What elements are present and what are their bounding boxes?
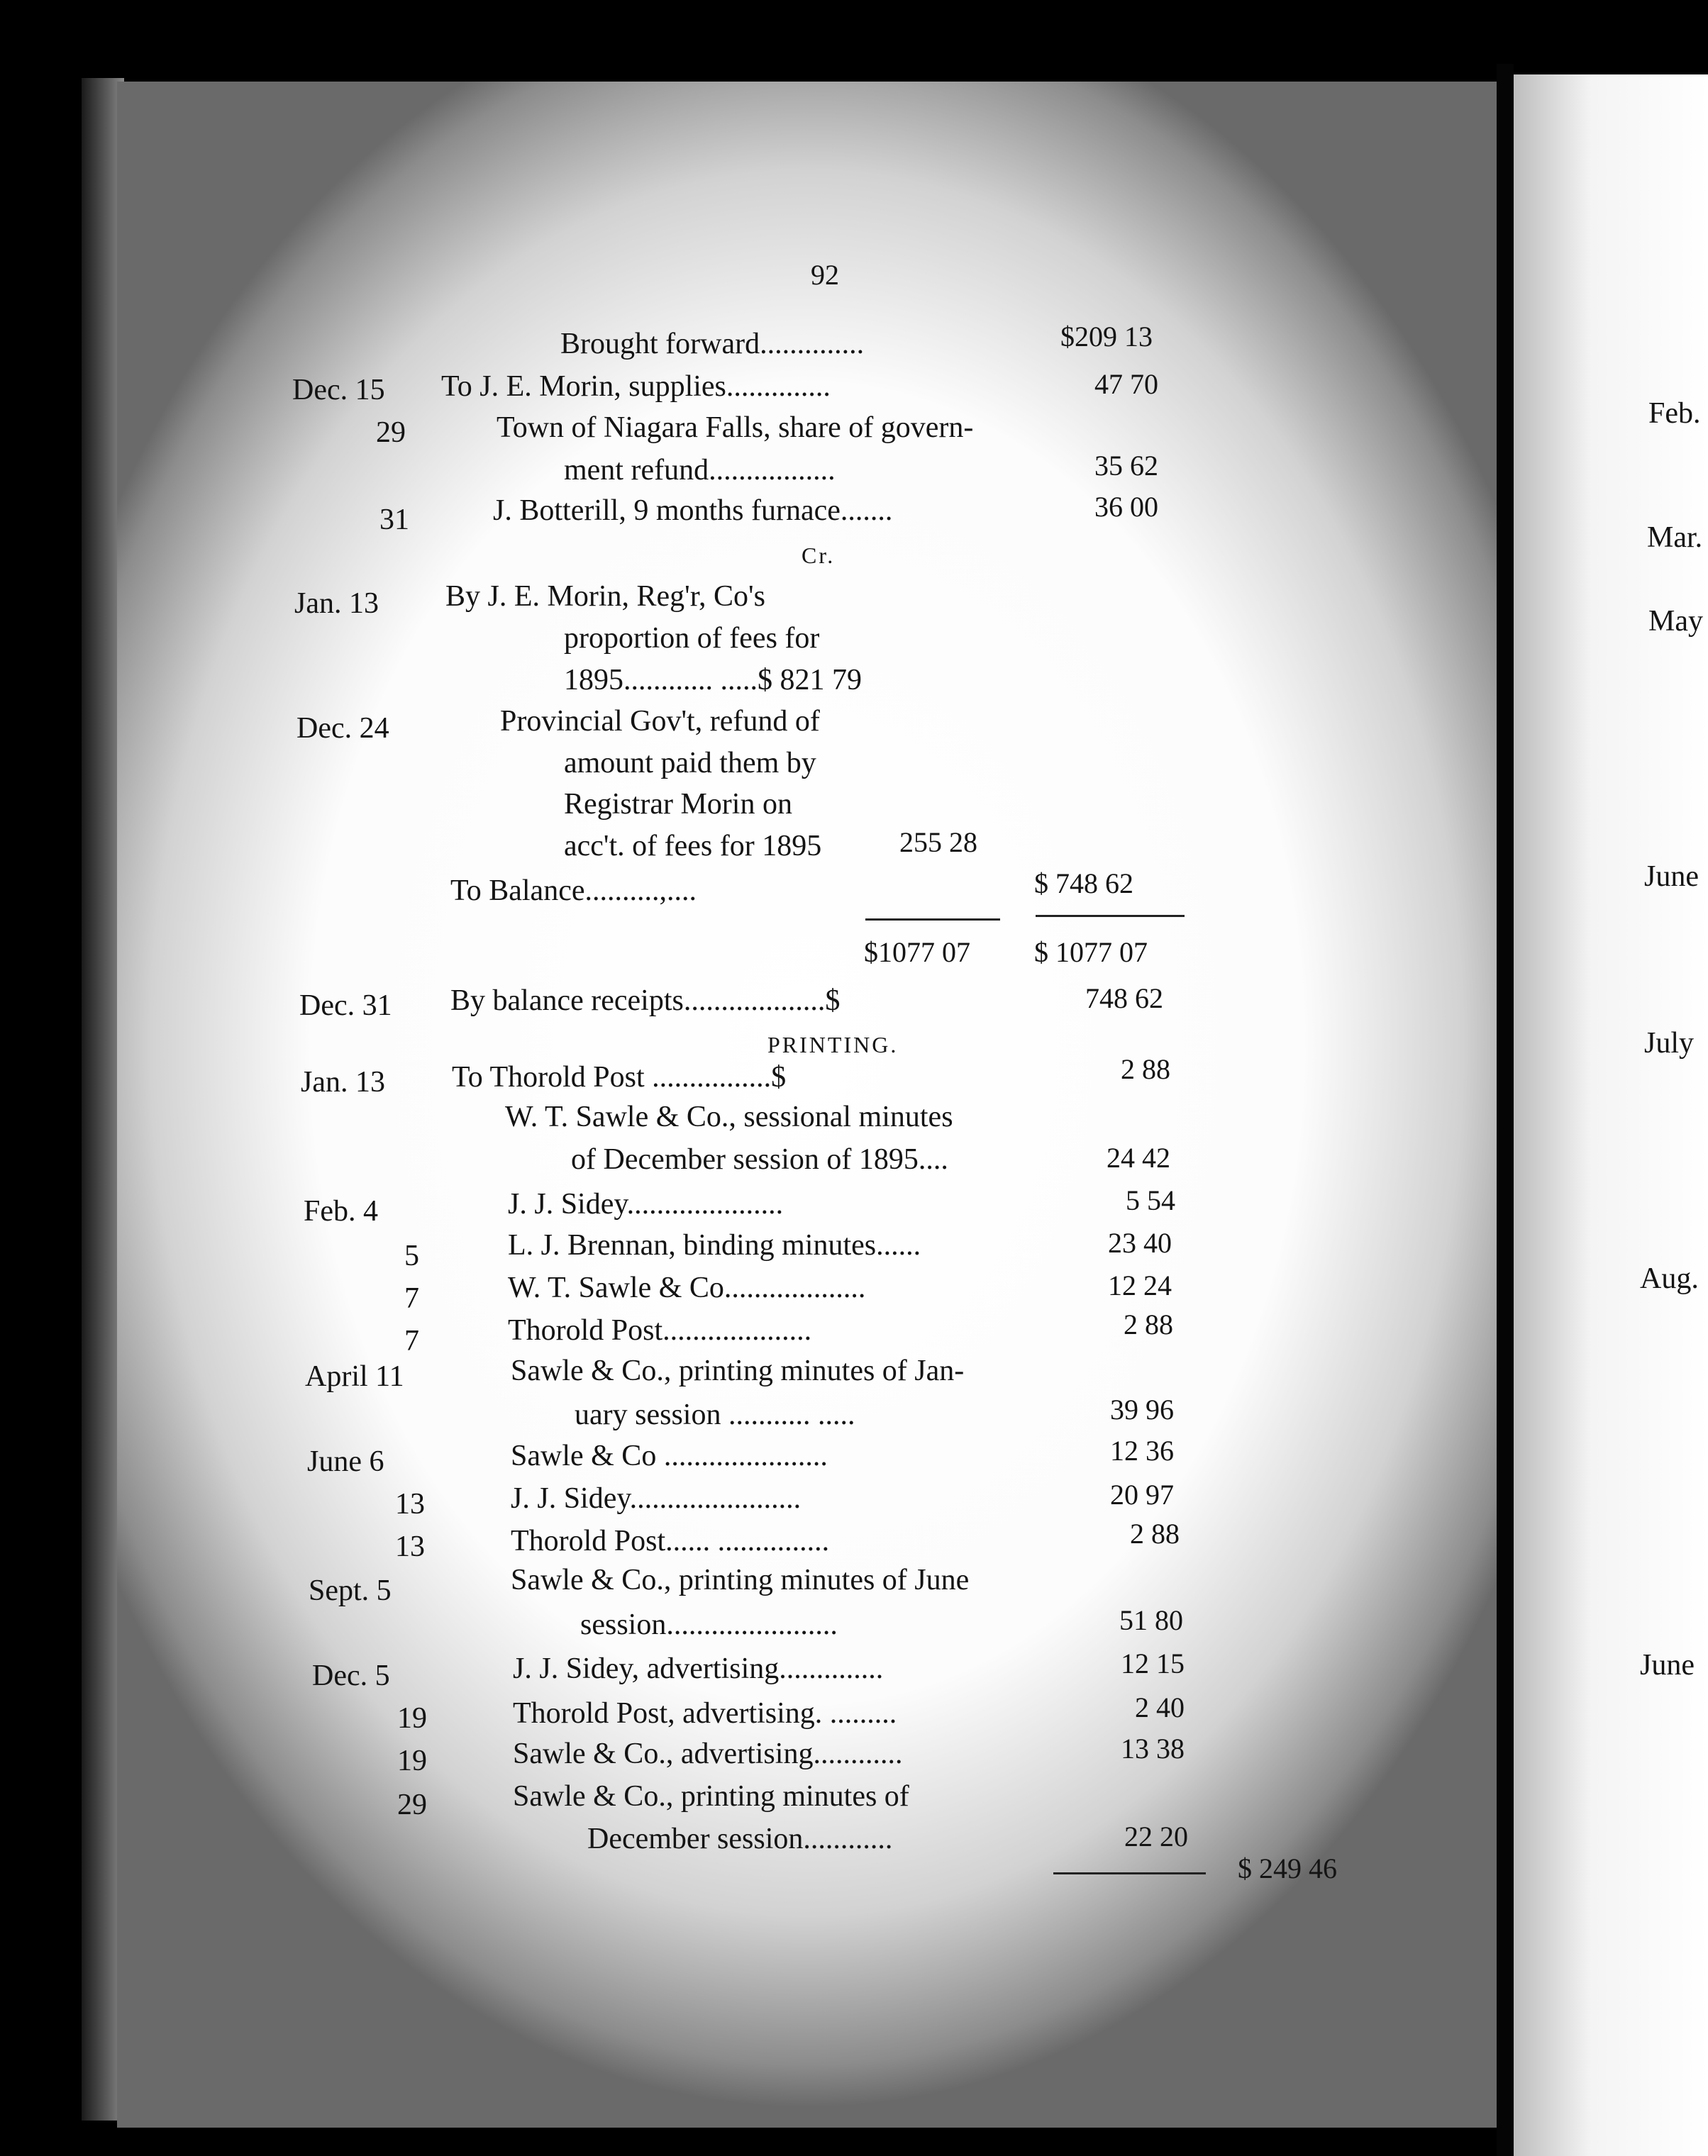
line-description: Town of Niagara Falls, share of govern- <box>497 411 974 444</box>
line-amount: 20 97 <box>1110 1479 1174 1511</box>
line-date: 5 <box>404 1240 419 1272</box>
line-description: session....................... <box>580 1608 838 1641</box>
line-date: Jan. 13 <box>301 1066 385 1099</box>
line-date: Sept. 5 <box>309 1574 392 1607</box>
line-description: of December session of 1895.... <box>571 1143 948 1176</box>
line-date: 7 <box>404 1325 419 1357</box>
line-date: 19 <box>397 1702 427 1735</box>
line-amount: 22 20 <box>1124 1821 1188 1852</box>
line-description: W. T. Sawle & Co., sessional minutes <box>505 1101 953 1133</box>
line-date: 13 <box>395 1488 425 1521</box>
rule <box>1053 1872 1206 1874</box>
line-date: 7 <box>404 1282 419 1315</box>
line-date: Dec. 24 <box>296 712 389 745</box>
line-date: June 6 <box>307 1445 384 1478</box>
line-amount: $ 748 62 <box>1034 867 1133 899</box>
line-description: Sawle & Co., printing minutes of Jan- <box>511 1355 965 1387</box>
line-description: acc't. of fees for 1895 <box>564 830 822 862</box>
line-date: 13 <box>395 1530 425 1563</box>
line-date: 19 <box>397 1745 427 1777</box>
line-description: By balance receipts...................$ <box>450 984 841 1017</box>
line-amount: 35 62 <box>1094 450 1158 482</box>
rule <box>865 918 1000 921</box>
line-date: Dec. 31 <box>299 989 392 1022</box>
line-amount: 2 40 <box>1135 1691 1185 1723</box>
line-description: ment refund................. <box>564 454 836 487</box>
section-heading-cr: Cr. <box>802 543 836 568</box>
line-description: By J. E. Morin, Reg'r, Co's <box>445 580 765 613</box>
line-description: To Balance..........,.... <box>450 874 697 907</box>
line-amount: 12 24 <box>1108 1269 1172 1301</box>
line-date: Dec. 15 <box>292 374 385 406</box>
line-description: 1895............ .....$ 821 79 <box>564 664 862 696</box>
line-description: Sawle & Co ...................... <box>511 1440 828 1472</box>
line-description: To Thorold Post ................$ <box>452 1061 787 1094</box>
line-description: Registrar Morin on <box>564 788 792 821</box>
line-amount: 39 96 <box>1110 1394 1174 1426</box>
line-amount: 12 15 <box>1121 1647 1185 1679</box>
total-left: $1077 07 <box>864 936 970 968</box>
rule <box>1036 915 1185 917</box>
line-amount: 12 36 <box>1110 1435 1174 1467</box>
line-amount: 23 40 <box>1108 1227 1172 1259</box>
line-description: L. J. Brennan, binding minutes...... <box>508 1229 921 1262</box>
line-description: W. T. Sawle & Co................... <box>508 1272 866 1304</box>
line-amount: 748 62 <box>1085 982 1163 1014</box>
line-description: J. J. Sidey....................... <box>511 1482 802 1515</box>
margin-date: Mar. <box>1647 521 1703 554</box>
line-description: Provincial Gov't, refund of <box>500 705 820 738</box>
line-description: Sawle & Co., printing minutes of June <box>511 1564 970 1596</box>
total-right: $ 1077 07 <box>1034 936 1148 968</box>
line-description: Sawle & Co., printing minutes of <box>513 1780 909 1813</box>
line-description: J. J. Sidey..................... <box>508 1188 784 1221</box>
line-description: amount paid them by <box>564 747 816 779</box>
line-amount: 47 70 <box>1094 368 1158 400</box>
line-amount: 36 00 <box>1094 491 1158 523</box>
facing-page <box>1514 74 1708 2156</box>
line-amount: 2 88 <box>1130 1518 1180 1550</box>
line-description: Thorold Post, advertising. ......... <box>513 1697 897 1730</box>
margin-date: June <box>1644 860 1699 893</box>
line-description: J. Botterill, 9 months furnace....... <box>493 494 893 527</box>
line-description: December session............ <box>587 1823 893 1855</box>
line-amount: 2 88 <box>1124 1308 1173 1340</box>
section-heading-printing: PRINTING. <box>767 1032 899 1057</box>
line-amount: 5 54 <box>1126 1184 1175 1216</box>
line-amount: 51 80 <box>1119 1604 1183 1636</box>
margin-date: June <box>1640 1649 1695 1682</box>
margin-date: May <box>1648 605 1703 638</box>
line-amount: 24 42 <box>1107 1142 1170 1174</box>
margin-date: July <box>1644 1027 1695 1060</box>
line-amount: 13 38 <box>1121 1733 1185 1765</box>
line-description: uary session ........... ..... <box>575 1399 855 1431</box>
line-description: J. J. Sidey, advertising.............. <box>513 1652 884 1685</box>
line-description: proportion of fees for <box>564 622 820 655</box>
line-date: 29 <box>397 1789 427 1821</box>
line-description: To J. E. Morin, supplies.............. <box>441 370 831 403</box>
line-date: April 11 <box>305 1360 404 1393</box>
line-date: 31 <box>379 504 409 536</box>
margin-date: Feb. <box>1648 397 1701 430</box>
line-date: Feb. 4 <box>304 1195 378 1228</box>
line-description: Thorold Post...... ............... <box>511 1525 830 1557</box>
line-description: Brought forward.............. <box>560 328 865 360</box>
printing-total: $ 249 46 <box>1238 1852 1337 1884</box>
line-date: 29 <box>376 416 406 449</box>
line-amount: 2 88 <box>1121 1053 1170 1085</box>
line-description: Thorold Post.................... <box>508 1314 812 1347</box>
line-date: Jan. 13 <box>294 587 379 620</box>
margin-date: Aug. <box>1640 1262 1699 1295</box>
line-amount: $209 13 <box>1060 321 1153 352</box>
line-amount: 255 28 <box>899 826 977 858</box>
folio-number: 92 <box>811 259 839 291</box>
line-date: Dec. 5 <box>312 1660 390 1692</box>
line-description: Sawle & Co., advertising............ <box>513 1738 903 1770</box>
book-gutter <box>1497 64 1514 2156</box>
